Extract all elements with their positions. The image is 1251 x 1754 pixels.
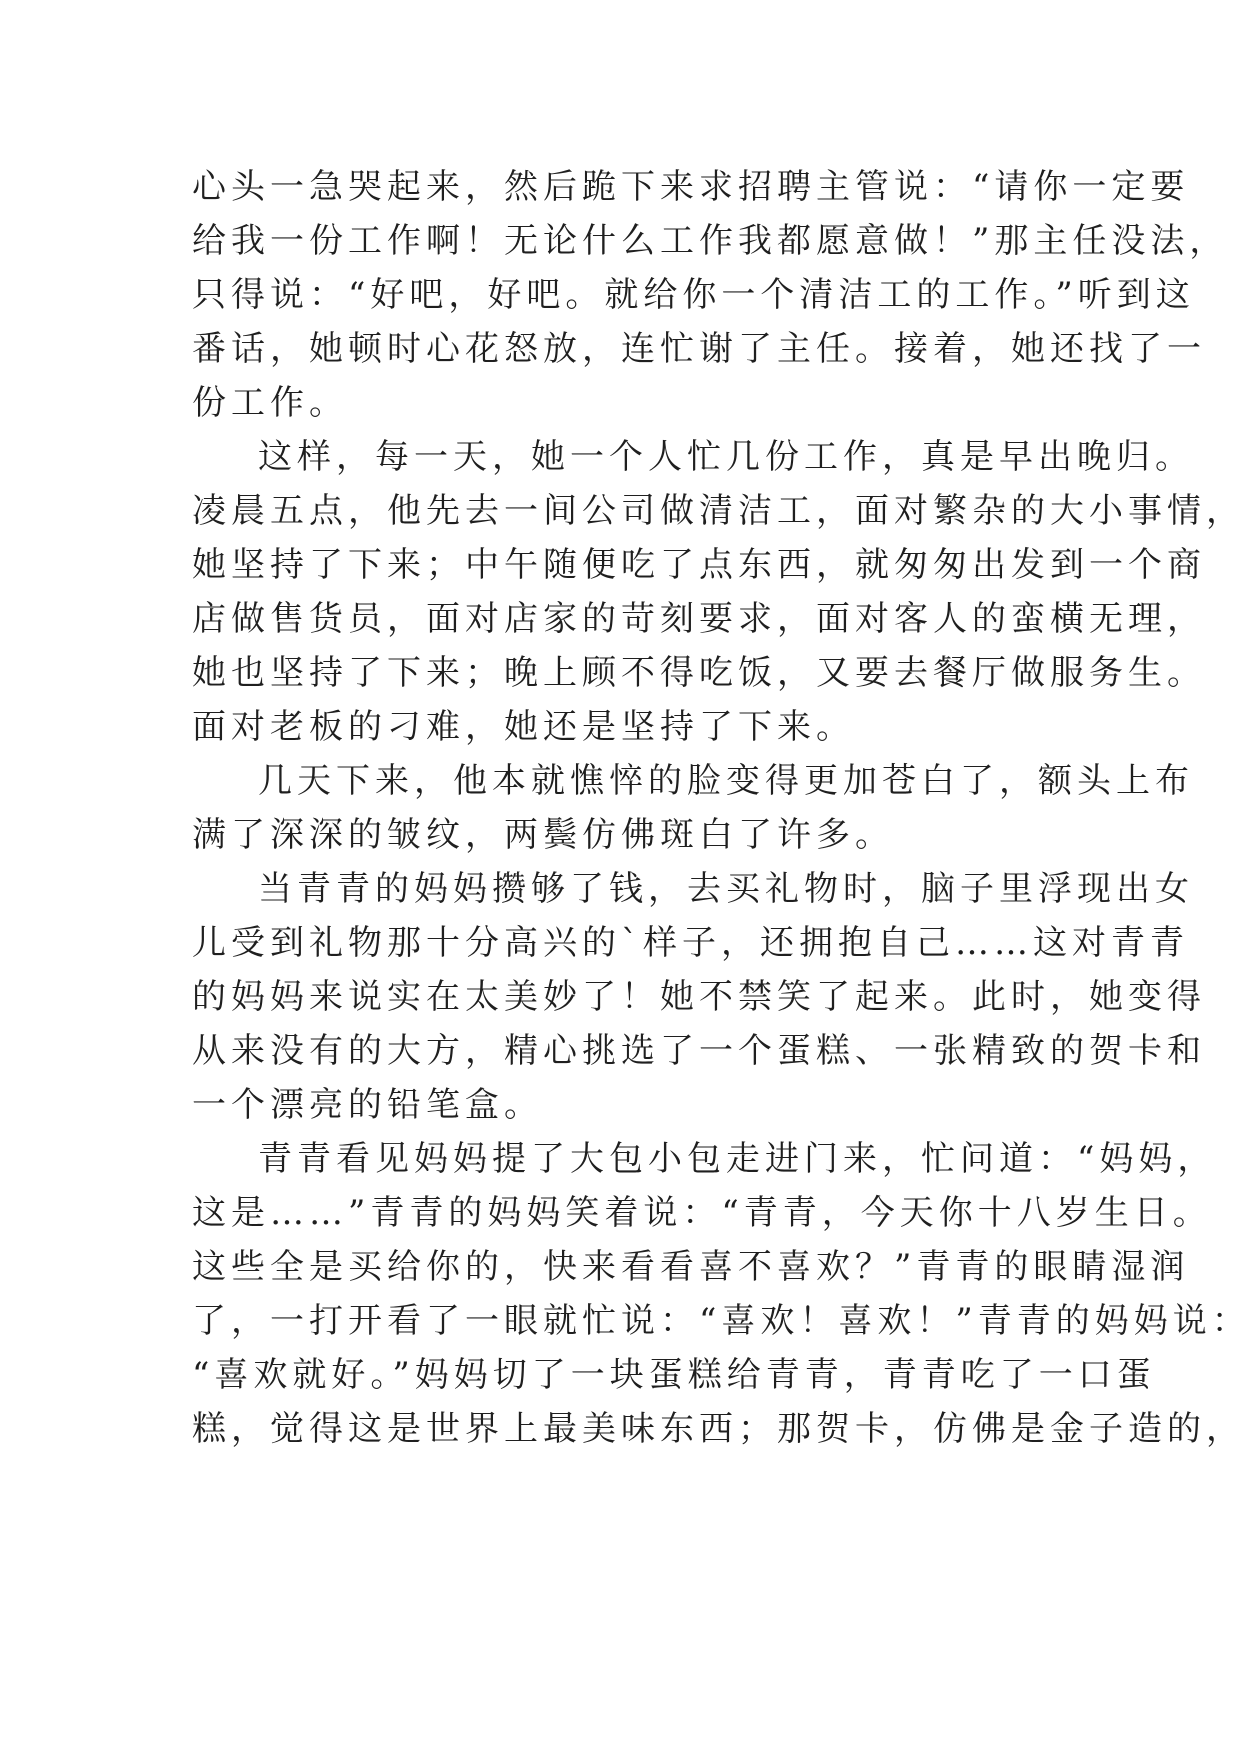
- text-line-14: 当青青的妈妈攒够了钱，去买礼物时，脑子里浮现出女: [258, 869, 1194, 909]
- text-line-24: 糕，觉得这是世界上最美味东西；那贺卡，仿佛是金子造的，: [192, 1409, 1245, 1449]
- text-line-13: 满了深深的皱纹，两鬓仿佛斑白了许多。: [192, 815, 894, 855]
- text-line-5: 份工作。: [192, 383, 348, 423]
- text-line-4: 番话，她顿时心花怒放，连忙谢了主任。接着，她还找了一: [192, 329, 1206, 369]
- text-line-8: 她坚持了下来；中午随便吃了点东西，就匆匆出发到一个商: [192, 545, 1206, 585]
- text-line-23: “喜欢就好。”妈妈切了一块蛋糕给青青，青青吃了一口蛋: [192, 1355, 1156, 1395]
- text-line-21: 这些全是买给你的，快来看看喜不喜欢？”青青的眼睛湿润: [192, 1247, 1190, 1287]
- text-line-10: 她也坚持了下来；晚上顾不得吃饭，又要去餐厅做服务生。: [192, 653, 1206, 693]
- article-text-block: [192, 160, 1251, 1456]
- text-line-22: 了，一打开看了一眼就忙说：“喜欢！喜欢！”青青的妈妈说：: [192, 1301, 1251, 1341]
- text-line-7: 凌晨五点，他先去一间公司做清洁工，面对繁杂的大小事情，: [192, 491, 1245, 531]
- text-line-9: 店做售货员，面对店家的苛刻要求，面对客人的蛮横无理，: [192, 599, 1206, 639]
- text-line-11: 面对老板的刁难，她还是坚持了下来。: [192, 707, 855, 747]
- text-line-12: 几天下来，他本就憔悴的脸变得更加苍白了，额头上布: [258, 761, 1194, 801]
- text-line-17: 从来没有的大方，精心挑选了一个蛋糕、一张精致的贺卡和: [192, 1031, 1206, 1071]
- text-line-15: 儿受到礼物那十分高兴的`样子，还拥抱自己……这对青青: [192, 923, 1189, 963]
- text-line-1: 心头一急哭起来，然后跪下来求招聘主管说：“请你一定要: [192, 167, 1190, 207]
- text-line-16: 的妈妈来说实在太美妙了！她不禁笑了起来。此时，她变得: [192, 977, 1206, 1017]
- text-line-19: 青青看见妈妈提了大包小包走进门来，忙问道：“妈妈，: [258, 1139, 1217, 1179]
- text-line-2: 给我一份工作啊！无论什么工作我都愿意做！”那主任没法，: [192, 221, 1229, 261]
- text-line-6: 这样，每一天，她一个人忙几份工作，真是早出晚归。: [258, 437, 1194, 477]
- text-line-18: 一个漂亮的铅笔盒。: [192, 1085, 543, 1125]
- text-line-20: 这是……”青青的妈妈笑着说：“青青，今天你十八岁生日。: [192, 1193, 1212, 1233]
- text-line-3: 只得说：“好吧，好吧。就给你一个清洁工的工作。”听到这: [192, 275, 1195, 315]
